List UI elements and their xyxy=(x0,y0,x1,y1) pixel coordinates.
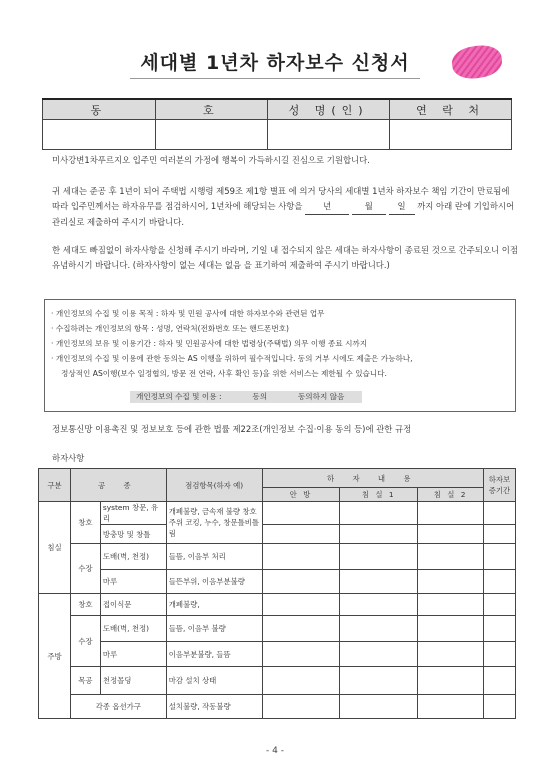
year-label: 년 xyxy=(323,201,332,211)
law-reference: 정보통신망 이용촉진 및 정보보호 등에 관한 법률 제22조(개인정보 수집·이용 동의 등)에 관한 규정 xyxy=(52,424,412,434)
furniture-check-items: 설치불량, 작동불량 xyxy=(166,695,262,719)
privacy-item-continued: 정상적인 AS이행(보수 일정협의, 방문 전 연락, 사후 확인 등)을 위한 서비스는 제한될 수 있습니다. xyxy=(61,369,387,378)
period-cell[interactable] xyxy=(484,695,516,719)
header-building: 동 xyxy=(43,99,156,120)
notice-line-2 xyxy=(52,199,518,215)
defect-cell[interactable] xyxy=(262,695,340,719)
defect-cell[interactable] xyxy=(262,570,340,594)
defects-table xyxy=(38,468,516,719)
unit-field[interactable] xyxy=(155,120,268,150)
period-cell[interactable] xyxy=(484,502,516,525)
building-field[interactable] xyxy=(43,120,156,150)
privacy-list xyxy=(45,300,515,381)
window-check-items: 개폐불량, 금속재 불량 창호주위 코킹, 누수, 창문틀비틀림 xyxy=(166,502,262,544)
notice-line-1: 귀 세대는 준공 후 1년이 되어 주택법 시행령 제59조 제1항 별표 에 의거 당사의 세대별 1년차 하자보수 책임 기간이 만료됨에 xyxy=(52,186,510,196)
month-label: 월 xyxy=(364,201,373,211)
defect-cell[interactable] xyxy=(418,544,484,570)
work-window: 창호 xyxy=(70,502,100,544)
work-window-2: 창호 xyxy=(70,594,100,616)
period-cell[interactable] xyxy=(484,570,516,594)
sub-interior-door: 접이식문 xyxy=(100,594,166,616)
privacy-item: · 개인정보의 수집 및 이용에 관한 동의는 AS 이행을 위하여 필수적입니다. 동의 거부 시에도 제출은 가능하나, xyxy=(51,351,509,366)
defect-cell[interactable] xyxy=(262,667,340,695)
header-category: 구분 xyxy=(39,469,71,502)
intro-text: 미사강변1차푸르지오 입주민 여러분의 가정에 행복이 가득하시길 진심으로 기원합니다. xyxy=(52,155,370,165)
privacy-item: · 수집하려는 개인정보의 항목 : 성명, 연락처(전화번호 또는 핸드폰번호) xyxy=(51,321,509,336)
defect-cell[interactable] xyxy=(262,525,340,544)
header-check-items: 점검항목(하자 예) xyxy=(166,469,262,502)
header-name: 성 명(인) xyxy=(268,99,390,120)
sub-wallpaper: 도배(벽, 천정) xyxy=(100,544,166,570)
agree-option[interactable]: 동의 xyxy=(252,392,268,401)
defect-cell[interactable] xyxy=(340,544,418,570)
name-field[interactable] xyxy=(268,120,390,150)
defect-cell[interactable] xyxy=(418,616,484,642)
work-carpentry: 목공 xyxy=(70,667,100,695)
sub-molding: 천정몰딩 xyxy=(100,667,166,695)
header-contact: 연 락 처 xyxy=(390,99,512,120)
defect-cell[interactable] xyxy=(340,570,418,594)
day-label: 일 xyxy=(397,201,406,211)
privacy-item: · 개인정보의 수집 및 이용 목적 : 하자 및 민원 공사에 대한 하자보수와 관련된 업무 xyxy=(51,306,509,321)
sub-wallpaper-2: 도배(벽, 천정) xyxy=(100,616,166,642)
page-title: 세대별 1년차 하자보수 신청서 xyxy=(140,52,410,74)
header-bedroom-1: 침 실 1 xyxy=(340,488,418,502)
period-cell[interactable] xyxy=(484,642,516,667)
privacy-item: · 개인정보의 보유 및 이용기간 : 하자 및 민원공사에 대한 법령상(주택법) 의무 이행 종료 시까지 xyxy=(51,336,509,351)
defect-cell[interactable] xyxy=(262,544,340,570)
header-defect-content: 하 자 내 용 xyxy=(262,469,483,488)
work-finish: 수장 xyxy=(70,544,100,594)
period-cell[interactable] xyxy=(484,667,516,695)
defect-cell[interactable] xyxy=(340,616,418,642)
day-blank[interactable] xyxy=(389,199,415,215)
header-master-room: 안 방 xyxy=(262,488,340,502)
defect-cell[interactable] xyxy=(262,594,340,616)
period-cell[interactable] xyxy=(484,594,516,616)
contact-field[interactable] xyxy=(390,120,512,150)
defect-cell[interactable] xyxy=(418,695,484,719)
door-check-items: 개폐불량, xyxy=(166,594,262,616)
reminder-paragraph xyxy=(52,243,518,273)
header-warranty-period: 하자보 증기간 xyxy=(484,469,516,502)
period-cell[interactable] xyxy=(484,544,516,570)
defects-heading: 하자사항 xyxy=(52,453,85,463)
period-cell[interactable] xyxy=(484,616,516,642)
defect-cell[interactable] xyxy=(418,594,484,616)
header-bedroom-2: 침 실 2 xyxy=(418,488,484,502)
notice-paragraph xyxy=(52,184,518,230)
title-underline xyxy=(130,78,420,79)
defect-cell[interactable] xyxy=(340,667,418,695)
wallpaper2-check-items: 들뜸, 이음부 불량 xyxy=(166,616,262,642)
floor-check-items: 들뜬부위, 이음부분불량 xyxy=(166,570,262,594)
defect-cell[interactable] xyxy=(418,570,484,594)
disagree-option[interactable]: 동의하지 않음 xyxy=(297,392,345,401)
sub-floor-2: 마루 xyxy=(100,642,166,667)
defect-cell[interactable] xyxy=(340,642,418,667)
defect-cell[interactable] xyxy=(340,695,418,719)
header-unit: 호 xyxy=(155,99,268,120)
header-work-type: 공 종 xyxy=(70,469,166,502)
defect-cell[interactable] xyxy=(262,616,340,642)
notice-line-2-tail: 까지 아래 란에 기입하시어 xyxy=(417,201,515,211)
defect-cell[interactable] xyxy=(340,525,418,544)
defect-cell[interactable] xyxy=(418,642,484,667)
defect-cell[interactable] xyxy=(418,525,484,544)
defect-cell[interactable] xyxy=(418,667,484,695)
defect-cell[interactable] xyxy=(262,642,340,667)
floor2-check-items: 이음부분불량, 들뜸 xyxy=(166,642,262,667)
page-number: - 4 - xyxy=(266,746,284,756)
notice-line-2-text: 따라 입주민께서는 하자유무를 점검하시어, 1년차에 해당되는 사항을 xyxy=(52,201,303,211)
period-cell[interactable] xyxy=(484,525,516,544)
sub-system-window: system 창문, 유리 xyxy=(100,502,166,525)
sub-screen: 방충망 및 창틀 xyxy=(100,525,166,544)
month-blank[interactable] xyxy=(352,199,386,215)
sub-floor: 마루 xyxy=(100,570,166,594)
carpentry-check-items: 마감 설치 상태 xyxy=(166,667,262,695)
year-blank[interactable] xyxy=(305,199,349,215)
notice-line-3: 관리실로 제출하여 주시기 바랍니다. xyxy=(52,217,185,227)
reminder-line-1: 한 세대도 빠짐없이 하자사항을 신청해 주시기 바라며, 기일 내 접수되지 않은 세대는 하자사항이 종료된 것으로 간주되오니 이점 xyxy=(52,245,518,255)
applicant-table xyxy=(42,98,512,150)
consent-bar xyxy=(130,391,362,403)
work-furniture: 각종 옵션가구 xyxy=(70,695,166,719)
consent-label: 개인정보의 수집 및 이용 : xyxy=(136,392,222,401)
reminder-line-2: 유념하시기 바랍니다. (하자사항이 없는 세대는 없음 을 표기하여 제출하여 주시기 바랍니다.) xyxy=(52,260,390,270)
category-bedroom: 침실 xyxy=(39,502,71,594)
wallpaper-check-items: 들뜸, 이음부 처리 xyxy=(166,544,262,570)
defect-cell[interactable] xyxy=(340,594,418,616)
defect-cell[interactable] xyxy=(340,502,418,525)
defect-cell[interactable] xyxy=(262,502,340,525)
defect-cell[interactable] xyxy=(418,502,484,525)
work-finish-2: 수장 xyxy=(70,616,100,667)
category-kitchen: 주방 xyxy=(39,594,71,719)
